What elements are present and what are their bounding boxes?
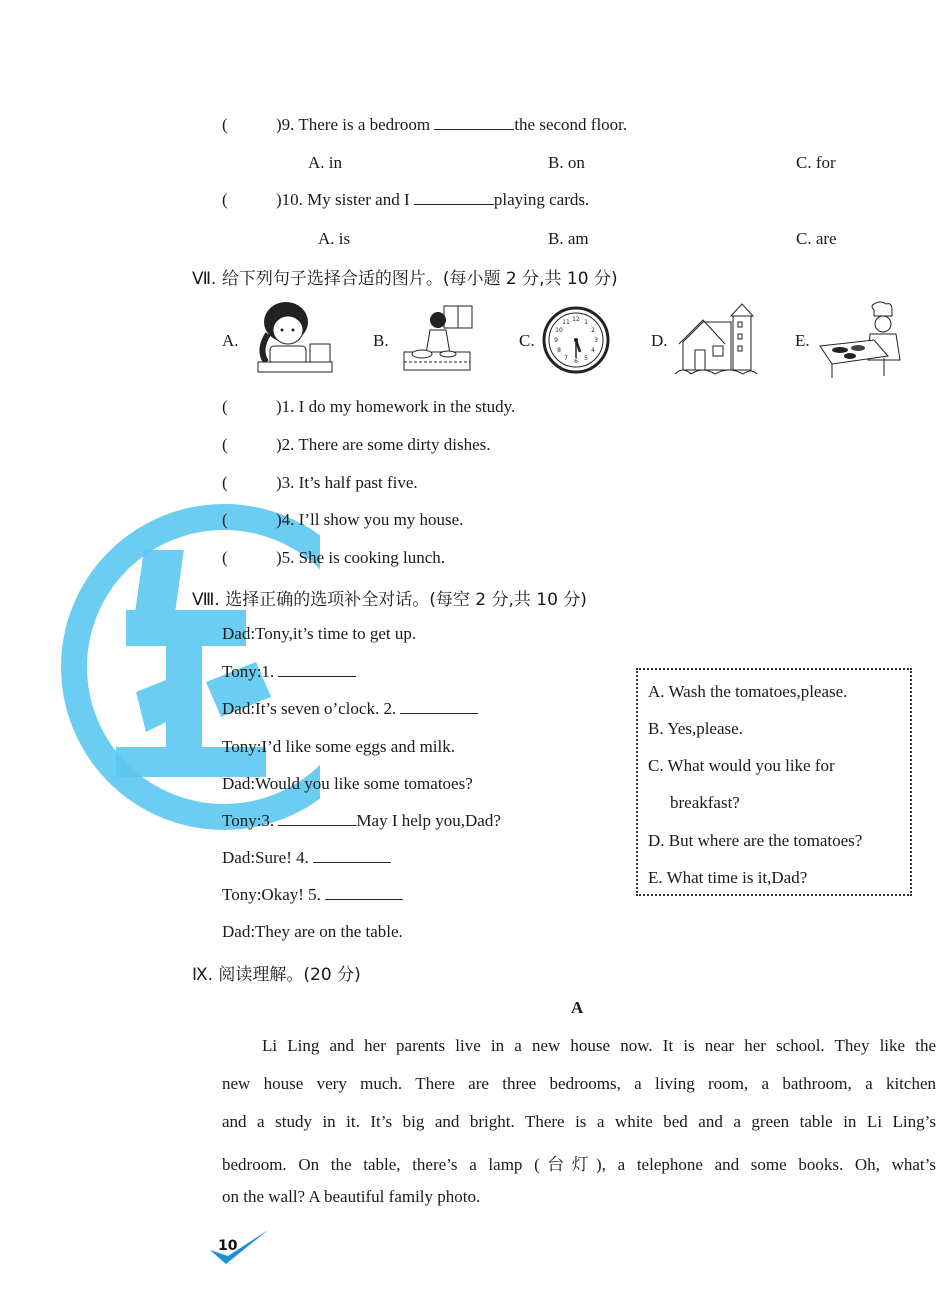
dialogue-line-4: Tony:I’d like some eggs and milk. (222, 737, 455, 756)
page-number: 10 (218, 1238, 238, 1254)
passage-line-5: on the wall? A beautiful family photo. (222, 1187, 481, 1206)
question-10-tail: playing cards. (493, 190, 590, 209)
question-10 (276, 190, 589, 210)
vii-item-4: )4. I’ll show you my house. (276, 510, 464, 529)
dialogue-line-9: Dad:They are on the table. (222, 922, 403, 941)
woman-washing-dishes-icon (398, 304, 478, 376)
passage-line-2: new house very much. There are three bedrooms, a living room, a bathroom, a kitchen (222, 1074, 936, 1093)
vii-item-5: )5. She is cooking lunch. (276, 548, 446, 567)
option-c-cont: breakfast? (670, 793, 740, 812)
picture-label-e: E. (795, 331, 810, 350)
answer-blank-q9[interactable] (434, 115, 514, 130)
dialogue-line-6-tail: May I help you,Dad? (356, 811, 501, 830)
answer-paren-q10: ( (222, 190, 228, 209)
dialogue-line-5: Dad:Would you like some tomatoes? (222, 774, 473, 793)
dialogue-blank-1[interactable] (278, 662, 356, 677)
clock-numeral: 12 (572, 316, 580, 323)
page-number-check-icon (208, 1228, 270, 1270)
answer-paren-vii-2: ( (222, 435, 228, 454)
picture-label-a: A. (222, 331, 239, 350)
dialogue-line-3-text: Dad:It’s seven o’clock. 2. (222, 699, 401, 718)
option-a: A. Wash the tomatoes,please. (648, 682, 848, 701)
passage-line-3: and a study in it. It’s big and bright. There is a white bed and a green table in Li Ling’s (222, 1112, 936, 1131)
option-b: B. Yes,please. (648, 719, 743, 738)
dialogue-blank-4[interactable] (313, 848, 391, 863)
dialogue-line-3 (222, 699, 478, 719)
dialogue-line-2-text: Tony:1. (222, 662, 279, 681)
option-d: D. But where are the tomatoes? (648, 831, 863, 850)
clock-numeral: 10 (555, 327, 563, 334)
dialogue-blank-2[interactable] (400, 699, 478, 714)
option-9c: C. for (796, 153, 836, 172)
answer-paren-vii-4: ( (222, 510, 228, 529)
question-9-tail: the second floor. (514, 115, 628, 134)
question-9 (276, 115, 627, 135)
clock-numeral: 3 (594, 337, 598, 344)
house-icon (673, 302, 759, 378)
picture-label-b: B. (373, 331, 389, 350)
clock-numeral: 1 (584, 319, 588, 326)
section-ix-heading: Ⅸ. 阅读理解。(20 分) (192, 965, 361, 985)
answer-blank-q10[interactable] (414, 190, 494, 205)
clock-numeral: 2 (591, 327, 595, 334)
dialogue-blank-3[interactable] (278, 811, 356, 826)
clock-numeral: 11 (562, 319, 570, 326)
dialogue-blank-5[interactable] (325, 885, 403, 900)
section-vii-heading: Ⅶ. 给下列句子选择合适的图片。(每小题 2 分,共 10 分) (192, 269, 618, 289)
option-c: C. What would you like for (648, 756, 835, 775)
chef-cooking-icon (818, 300, 904, 380)
option-9a: A. in (308, 153, 342, 172)
dialogue-line-7 (222, 848, 391, 868)
dialogue-line-2 (222, 662, 356, 682)
clock-numeral: 4 (591, 347, 595, 354)
vii-item-2: )2. There are some dirty dishes. (276, 435, 491, 454)
answer-paren-vii-3: ( (222, 473, 228, 492)
girl-studying-icon (248, 300, 340, 380)
clock-numeral: 6 (574, 358, 578, 365)
dialogue-line-8 (222, 885, 403, 905)
dialogue-line-6 (222, 811, 501, 831)
dialogue-line-7-text: Dad:Sure! 4. (222, 848, 314, 867)
question-10-text: )10. My sister and I (276, 190, 414, 209)
dialogue-line-6-text: Tony:3. (222, 811, 279, 830)
passage-line-4: bedroom. On the table, there’s a lamp (台灯), a telephone and some books. Oh, what’s (222, 1155, 936, 1174)
passage-title: A (571, 998, 584, 1017)
clock-numeral: 9 (554, 337, 558, 344)
options-box (636, 668, 912, 896)
picture-label-d: D. (651, 331, 668, 350)
passage-line-1: Li Ling and her parents live in a new house now. It is near her school. They like the (262, 1036, 936, 1055)
answer-paren-q9: ( (222, 115, 228, 134)
answer-paren-vii-1: ( (222, 397, 228, 416)
clock-half-past-five-icon (542, 306, 610, 374)
answer-paren-vii-5: ( (222, 548, 228, 567)
vii-item-3: )3. It’s half past five. (276, 473, 418, 492)
vii-item-1: )1. I do my homework in the study. (276, 397, 516, 416)
question-9-text: )9. There is a bedroom (276, 115, 435, 134)
dialogue-line-8-text: Tony:Okay! 5. (222, 885, 326, 904)
option-10a: A. is (318, 229, 351, 248)
picture-label-c: C. (519, 331, 535, 350)
clock-numeral: 7 (564, 355, 568, 362)
clock-numeral: 5 (584, 355, 588, 362)
option-9b: B. on (548, 153, 585, 172)
option-10b: B. am (548, 229, 589, 248)
option-e: E. What time is it,Dad? (648, 868, 808, 887)
option-10c: C. are (796, 229, 837, 248)
dialogue-line-1: Dad:Tony,it’s time to get up. (222, 624, 417, 643)
section-viii-heading: Ⅷ. 选择正确的选项补全对话。(每空 2 分,共 10 分) (192, 590, 587, 610)
clock-numeral: 8 (557, 347, 561, 354)
